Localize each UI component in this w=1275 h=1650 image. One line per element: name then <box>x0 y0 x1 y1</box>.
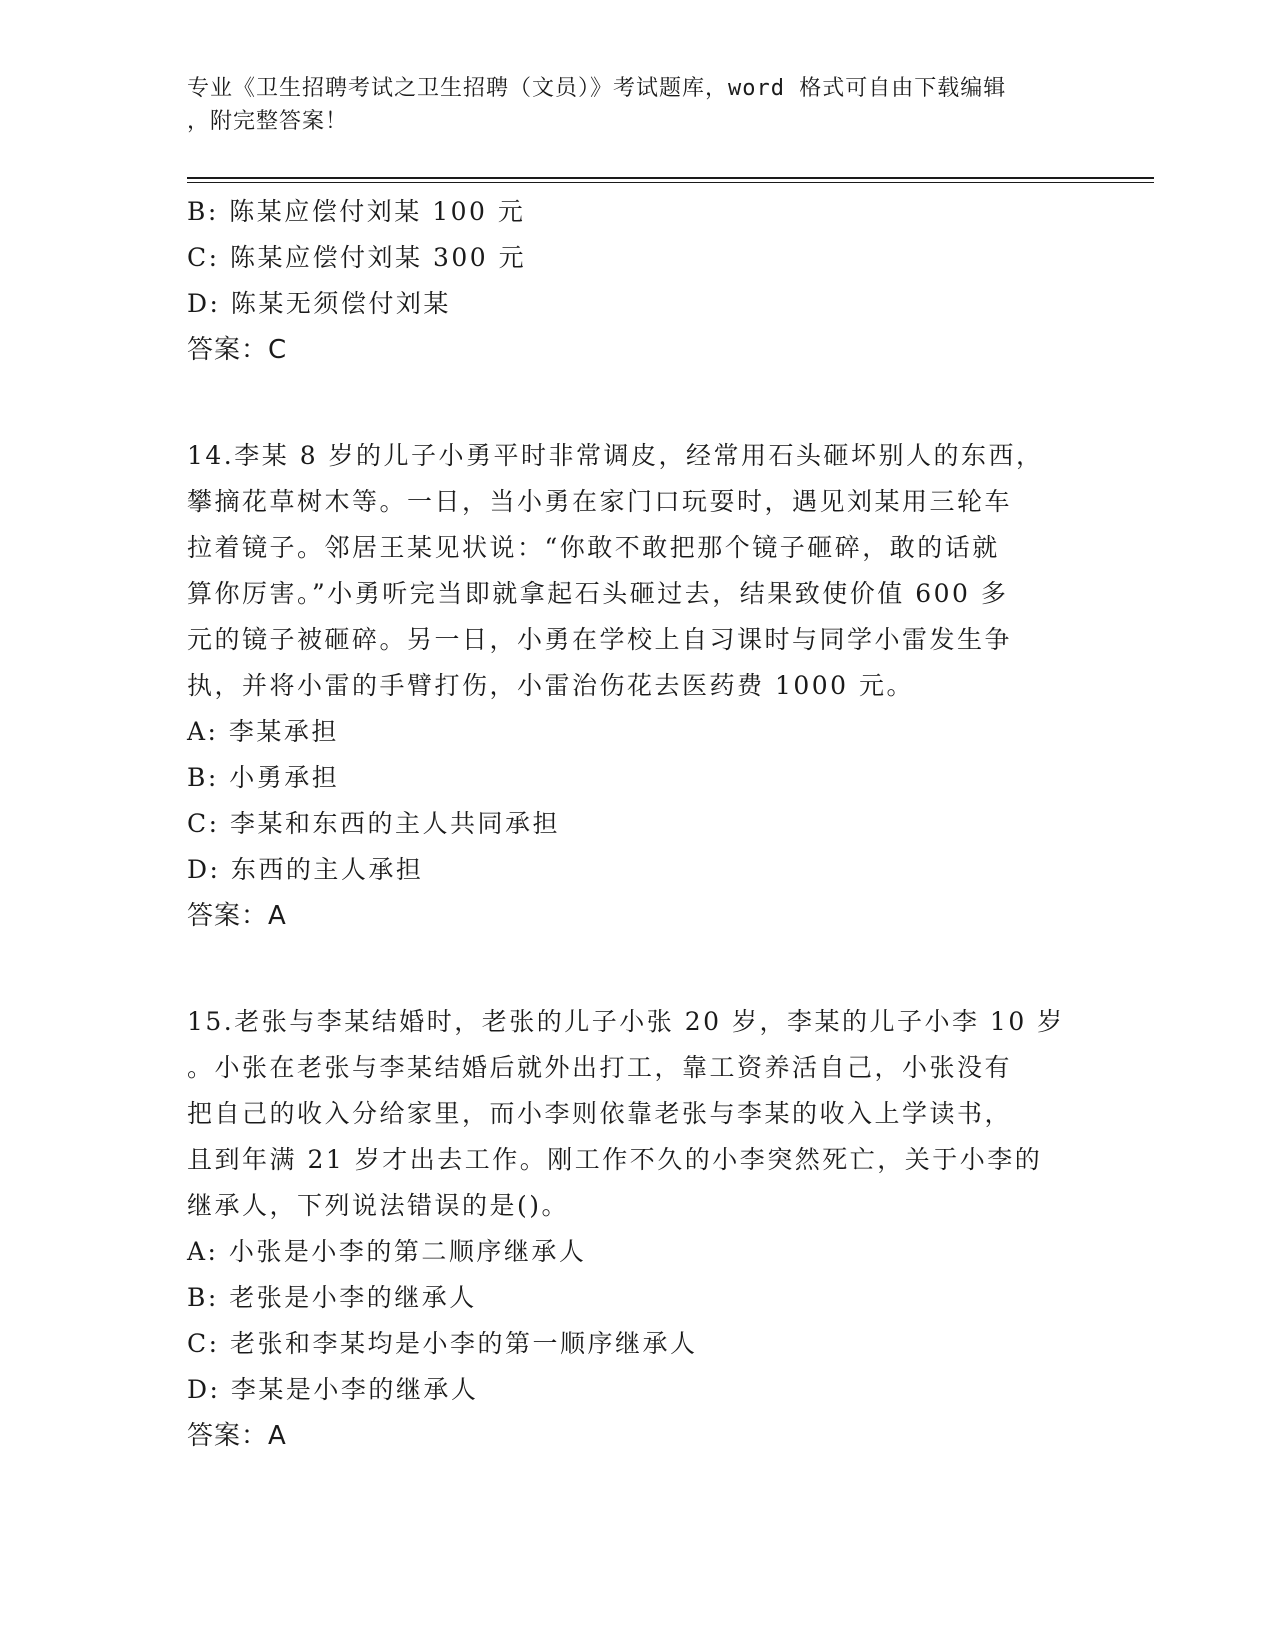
header-divider-thin <box>187 182 1154 183</box>
stem-line: 执，并将小雷的手臂打伤，小雷治伤花去医药费 1000 元。 <box>187 671 915 700</box>
option-b: B: 陈某应偿付刘某 100 元 <box>187 197 526 226</box>
option-c: C: 李某和东西的主人共同承担 <box>187 809 560 838</box>
stem-line: 攀摘花草树木等。一日，当小勇在家门口玩耍时，遇见刘某用三轮车 <box>187 487 1013 516</box>
header-line-2: ，附完整答案！ <box>187 109 349 134</box>
option-b: B: 老张是小李的继承人 <box>187 1283 477 1312</box>
option-a: A: 小张是小李的第二顺序继承人 <box>187 1237 587 1266</box>
question-gap <box>187 939 1087 999</box>
stem-line: 把自己的收入分给家里，而小李则依靠老张与李某的收入上学读书， <box>187 1099 1013 1128</box>
option-a: A: 李某承担 <box>187 717 339 746</box>
document-header <box>187 72 1067 138</box>
stem-line: 且到年满 21 岁才出去工作。刚工作不久的小李突然死亡，关于小李的 <box>187 1145 1043 1174</box>
stem-line: 。小张在老张与李某结婚后就外出打工，靠工资养活自己，小张没有 <box>187 1053 1013 1082</box>
stem-line: 拉着镜子。邻居王某见状说：“你敢不敢把那个镜子砸碎，敢的话就 <box>187 533 1000 562</box>
answer-line: 答案：A <box>187 1421 287 1451</box>
option-d: D: 李某是小李的继承人 <box>187 1375 479 1404</box>
question-15 <box>187 999 1087 1459</box>
stem-line: 元的镜子被砸碎。另一日，小勇在学校上自习课时与同学小雷发生争 <box>187 625 1013 654</box>
answer-line: 答案：C <box>187 335 288 365</box>
stem-line: 15.老张与李某结婚时，老张的儿子小张 20 岁，李某的儿子小李 10 岁 <box>187 1007 1065 1036</box>
stem-line: 14.李某 8 岁的儿子小勇平时非常调皮，经常用石头砸坏别人的东西， <box>187 441 1044 470</box>
question-14 <box>187 433 1087 939</box>
answer-line: 答案：A <box>187 901 287 931</box>
option-b: B: 小勇承担 <box>187 763 340 792</box>
stem-line: 继承人，下列说法错误的是()。 <box>187 1191 570 1220</box>
stem-line: 算你厉害。”小勇听完当即就拿起石头砸过去，结果致使价值 600 多 <box>187 579 1009 608</box>
question-stem <box>187 433 1067 709</box>
header-divider-thick <box>187 177 1154 179</box>
question-content <box>187 189 1087 1459</box>
option-d: D: 陈某无须偿付刘某 <box>187 289 451 318</box>
question-13 <box>187 189 1087 373</box>
option-d: D: 东西的主人承担 <box>187 855 424 884</box>
header-line-1: 专业《卫生招聘考试之卫生招聘（文员）》考试题库，word 格式可自由下载编辑 <box>187 76 1007 101</box>
option-c: C: 老张和李某均是小李的第一顺序继承人 <box>187 1329 698 1358</box>
question-stem <box>187 999 1067 1229</box>
question-gap <box>187 373 1087 433</box>
option-c: C: 陈某应偿付刘某 300 元 <box>187 243 527 272</box>
